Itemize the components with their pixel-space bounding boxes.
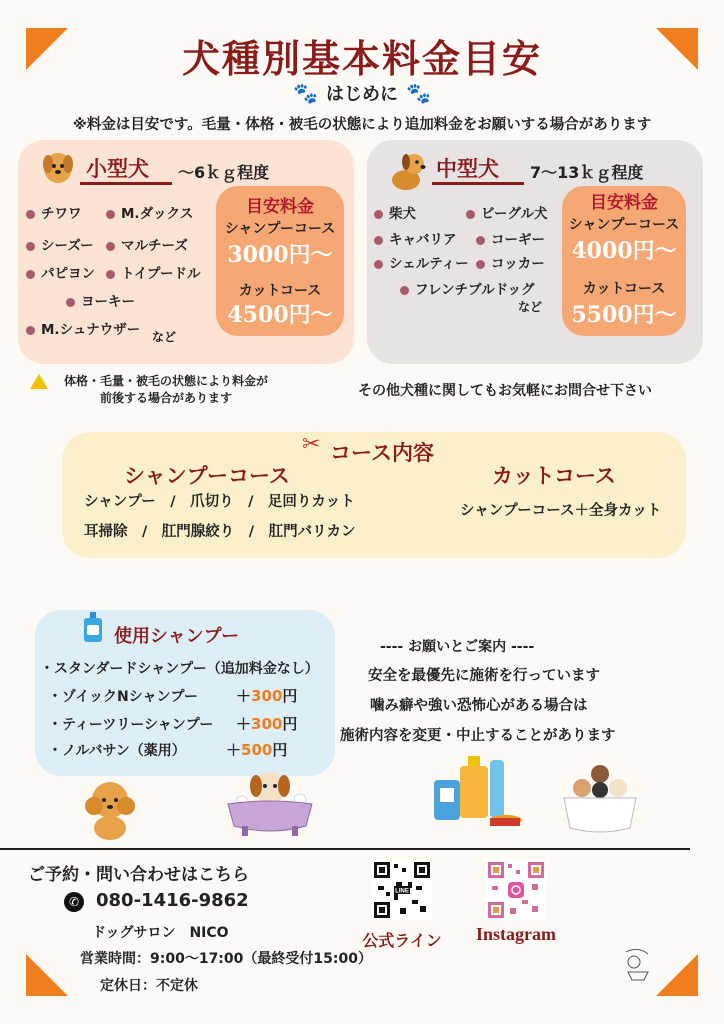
instagram-qr-code[interactable]: [486, 860, 546, 920]
medium-dog-etc: など: [518, 300, 543, 314]
small-dog-price-box: [216, 186, 344, 336]
breed-item: トイプードル: [106, 262, 201, 282]
breed-item: M.ダックス: [106, 202, 193, 222]
phone-number[interactable]: 080-1416-9862: [96, 890, 249, 911]
breed-item: キャバリア: [374, 228, 457, 248]
shampoo-bottles-illustration: [434, 754, 524, 830]
breed-item: ビーグル犬: [466, 202, 548, 222]
small-dog-icon: [40, 146, 76, 186]
warning-line-2: 前後する場合があります: [99, 391, 232, 405]
holiday: 定休日：不定休: [100, 978, 198, 994]
medium-dog-range: 7〜13ｋｇ程度: [530, 163, 644, 182]
instagram-label[interactable]: Instagram: [476, 924, 556, 944]
course-title: コース内容: [330, 441, 434, 465]
shampoo-item-price: ＋300円: [236, 687, 298, 705]
notice-line-3: 施術内容を変更・中止することがあります: [340, 728, 616, 744]
other-breeds-note: その他犬種に関してもお気軽にお問合せ下さい: [358, 383, 652, 399]
phone-icon: ✆: [64, 892, 84, 912]
price-note: ※料金は目安です。毛量・体格・被毛の状態により追加料金をお願いする場合があります: [72, 117, 652, 133]
corner-triangle-bottom-left: [26, 954, 68, 996]
breed-item: シーズー: [26, 234, 94, 254]
intro-heading: [0, 80, 724, 106]
dogs-in-tub-illustration: [560, 758, 640, 834]
shampoo-course-label: シャンプーコース: [224, 221, 336, 237]
shampoo-course-price: 3000円〜: [227, 242, 333, 268]
scissors-icon: ✂: [302, 432, 321, 457]
small-dog-title: 小型犬: [86, 157, 149, 181]
business-hours: 営業時間：9:00〜17:00（最終受付15:00）: [80, 951, 372, 967]
notice-line-1: 安全を最優先に施術を行っています: [368, 668, 600, 684]
shampoo-item-price: ＋300円: [236, 715, 298, 733]
cut-course-line: シャンプーコース＋全身カット: [460, 503, 662, 519]
breed-item: フレンチブルドッグ: [400, 278, 535, 298]
price-box-title: 目安料金: [590, 193, 658, 213]
warning-icon: [30, 374, 48, 389]
breed-item: シェルティー: [374, 252, 469, 272]
paw-icon: 🐾: [293, 81, 318, 105]
line-qr-code[interactable]: [372, 860, 432, 920]
shampoo-item-name: ・ティーツリーシャンプー: [48, 717, 214, 733]
cut-course-price: 5500円〜: [571, 302, 677, 328]
breed-item: マルチーズ: [106, 234, 188, 254]
breed-item: チワワ: [26, 202, 82, 222]
small-dog-etc: など: [152, 330, 177, 344]
medium-dog-price-box: [562, 186, 686, 336]
medium-dog-underline: [432, 182, 524, 185]
line-label[interactable]: 公式ライン: [362, 931, 442, 950]
shampoo-course-line-2: 耳掃除 / 肛門腺絞り / 肛門バリカン: [84, 524, 356, 540]
cut-course-name: カットコース: [492, 464, 616, 488]
notice-title: ---- お願いとご案内 ----: [380, 639, 535, 655]
cut-course-price: 4500円〜: [227, 302, 333, 328]
shampoo-course-line-1: シャンプー / 爪切り / 足回りカット: [84, 494, 355, 510]
price-box-title: 目安料金: [246, 197, 314, 217]
medium-dog-icon: [386, 150, 430, 192]
shampoo-course-label: シャンプーコース: [568, 217, 680, 233]
intro-label: はじめに: [326, 84, 398, 105]
medium-dog-title: 中型犬: [436, 157, 499, 181]
small-dog-underline: [80, 182, 172, 185]
small-dog-range: 〜6ｋｇ程度: [178, 163, 270, 182]
contact-title: ご予約・問い合わせはこちら: [28, 865, 249, 885]
breed-item: コッカー: [476, 252, 545, 272]
shampoo-course-price: 4000円〜: [571, 238, 677, 264]
salon-logo: [618, 944, 658, 994]
breed-item: M.シュナウザー: [26, 318, 140, 338]
shampoo-item-name: ・ゾイックNシャンプー: [48, 689, 199, 705]
footer-divider: [0, 848, 690, 850]
breed-item: パピヨン: [26, 262, 95, 282]
shampoo-item-price: ＋500円: [226, 741, 288, 759]
page-title: 犬種別基本料金目安: [181, 37, 542, 81]
cut-course-label: カットコース: [238, 283, 322, 299]
cut-course-label: カットコース: [582, 281, 666, 297]
shampoo-course-name: シャンプーコース: [124, 464, 290, 488]
dog-bath-illustration: [222, 764, 318, 840]
warning-line-1: 体格・毛量・被毛の状態により料金が: [63, 374, 268, 388]
corner-triangle-bottom-right: [656, 954, 698, 996]
breed-item: 柴犬: [374, 202, 416, 222]
warning-note: [56, 373, 276, 407]
breed-item: ヨーキー: [66, 290, 135, 310]
salon-name: ドッグサロン NICO: [92, 925, 229, 941]
poodle-illustration: [80, 778, 140, 842]
shampoo-title: 使用シャンプー: [114, 626, 240, 647]
breed-item: コーギー: [476, 228, 545, 248]
standard-shampoo: ・スタンダードシャンプー（追加料金なし）: [40, 661, 319, 677]
svg-text:LINE: LINE: [395, 888, 409, 895]
notice-line-2: 噛み癖や強い恐怖心がある場合は: [370, 698, 588, 714]
shampoo-item-name: ・ノルバサン（薬用）: [48, 743, 186, 759]
shampoo-bottle-icon: [82, 612, 104, 644]
paw-icon: 🐾: [406, 81, 431, 105]
